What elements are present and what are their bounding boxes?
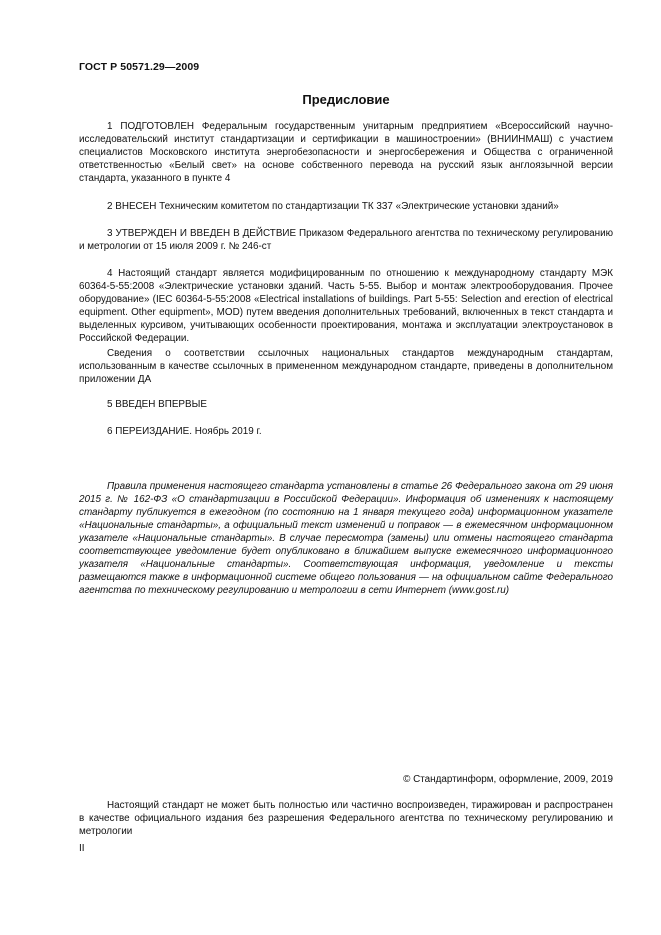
legal-notice: Настоящий стандарт не может быть полностью или частично воспроизведен, тиражирован и распространен в качестве официального издания без разрешения Федерального агентства по техническому регулированию и метрологии: [79, 800, 613, 837]
paragraph-first-introduced: 5 ВВЕДЕН ВПЕРВЫЕ: [107, 399, 207, 410]
paragraph-introduced: 2 ВНЕСЕН Техническим комитетом по стандартизации ТК 337 «Электрические установки зданий»: [107, 201, 559, 212]
document-code: ГОСТ Р 50571.29—2009: [79, 61, 200, 73]
paragraph-prepared: 1 ПОДГОТОВЛЕН Федеральным государственным унитарным предприятием «Всероссийский научно-исследовательский институт стандартизации и сертификации в машиностроении» (ВНИИНМАШ) с участием специалистов Московского института энергобезопасности и энергосбережения и Общества с ограниченной ответственностью «Белый свет» на основе собственного перевода на русский язык англоязычной версии стандарта, указанного в пункте 4: [79, 121, 613, 184]
copyright-line: © Стандартинформ, оформление, 2009, 2019: [403, 774, 613, 785]
paragraph-approved: 3 УТВЕРЖДЕН И ВВЕДЕН В ДЕЙСТВИЕ Приказом Федерального агентства по техническому регулированию и метрологии от 15 июля 2009 г. № 246-ст: [79, 228, 613, 252]
paragraph-modified: 4 Настоящий стандарт является модифицированным по отношению к международному стандарту МЭК 60364-5-55:2008 «Электрические установки зданий. Часть 5-55. Выбор и монтаж электрооборудования. Прочее оборудование» (IEC 60364-5-55:2008 «Electrical installations of buildings. Part 5-55: Selection and erection of electrical equipment. Other equipment», MOD) путем введения дополнительных требований, включенных в текст стандарта и выделенных курсивом, учитывающих особенности проектирования, монтажа и эксплуатации электроустановок в Российской Федерации.: [79, 268, 613, 344]
page-number: II: [79, 843, 85, 854]
rules-note: Правила применения настоящего стандарта установлены в статье 26 Федерального закона от 29 июня 2015 г. № 162-ФЗ «О стандартизации в Российской Федерации». Информация об изменениях к настоящему стандарту публикуется в ежегодном (по состоянию на 1 января текущего года) информационном указателе «Национальные стандарты», а официальный текст изменений и поправок — в ежемесячном информационном указателе «Национальные стандарты». В случае пересмотра (замены) или отмены настоящего стандарта соответствующее уведомление будет опубликовано в ближайшем выпуске ежемесячного информационного указателя «Национальные стандарты». Соответствующая информация, уведомление и тексты размещаются также в информационной системе общего пользования — на официальном сайте Федерального агентства по техническому регулированию и метрологии в сети Интернет (www.gost.ru): [79, 481, 613, 596]
paragraph-reissue: 6 ПЕРЕИЗДАНИЕ. Ноябрь 2019 г.: [107, 426, 262, 437]
section-title: Предисловие: [302, 92, 390, 107]
paragraph-references: Сведения о соответствии ссылочных национальных стандартов международным стандартам, использованным в качестве ссылочных в примененном международном стандарте, приведены в дополнительном приложении ДА: [79, 348, 613, 385]
